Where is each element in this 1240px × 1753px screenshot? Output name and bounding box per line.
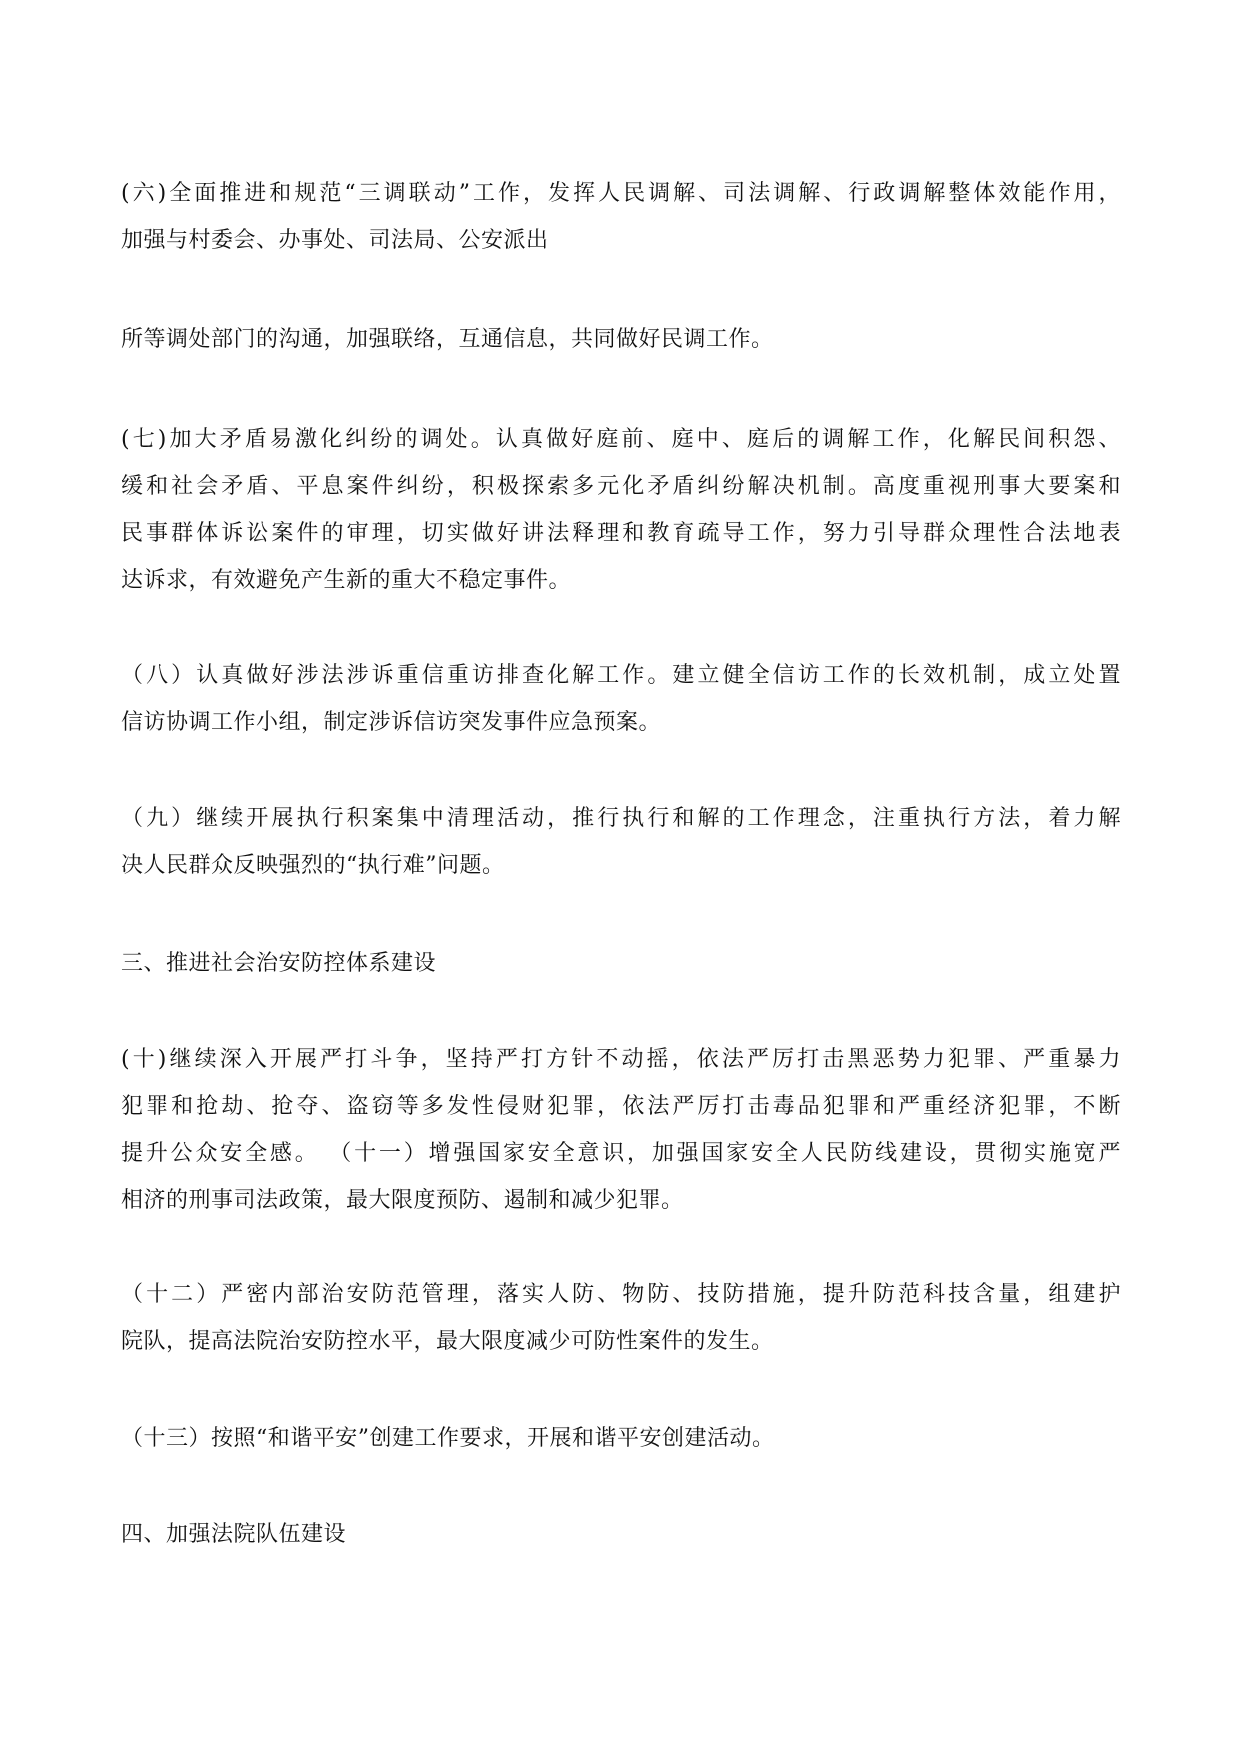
paragraph-line: (十)继续深入开展严打斗争，坚持严打方针不动摇，依法严厉打击黑恶势力犯罪、严重暴力 [121,1047,1121,1072]
paragraph-line: （十二）严密内部治安防范管理，落实人防、物防、技防措施，提升防范科技含量，组建护 [121,1282,1121,1307]
heading-text: 四、加强法院队伍建设 [121,1522,347,1547]
paragraph-line: 加强与村委会、办事处、司法局、公安派出 [121,228,549,253]
paragraph-line: 达诉求，有效避免产生新的重大不稳定事件。 [121,568,572,593]
paragraph-12 [121,1271,1121,1365]
paragraph-line: 信访协调工作小组，制定涉诉信访突发事件应急预案。 [121,710,662,735]
paragraph-line: 民事群体诉讼案件的审理，切实做好讲法释理和教育疏导工作，努力引导群众理性合法地表 [121,521,1121,546]
paragraph-6-continued [121,316,1121,363]
paragraph-line: 院队，提高法院治安防控水平，最大限度减少可防性案件的发生。 [121,1329,774,1354]
paragraph-line: 相济的刑事司法政策，最大限度预防、遏制和减少犯罪。 [121,1188,684,1213]
paragraph-line: 决人民群众反映强烈的“执行难”问题。 [121,853,505,878]
heading-text: 三、推进社会治安防控体系建设 [121,951,437,976]
section-heading-4 [121,1511,1121,1558]
paragraph-line: (六)全面推进和规范“三调联动”工作，发挥人民调解、司法调解、行政调解整体效能作用， [121,181,1121,206]
paragraph-13 [121,1415,1121,1462]
paragraph-line: 所等调处部门的沟通，加强联络，互通信息，共同做好民调工作。 [121,327,774,352]
paragraph-line: （九）继续开展执行积案集中清理活动，推行执行和解的工作理念，注重执行方法，着力解 [121,806,1121,831]
paragraph-9 [121,795,1121,889]
paragraph-line: 缓和社会矛盾、平息案件纠纷，积极探索多元化矛盾纠纷解决机制。高度重视刑事大要案和 [121,474,1121,499]
paragraph-line: （十三）按照“和谐平安”创建工作要求，开展和谐平安创建活动。 [121,1426,775,1451]
paragraph-6 [121,170,1121,264]
paragraph-line: (七)加大矛盾易激化纠纷的调处。认真做好庭前、庭中、庭后的调解工作，化解民间积怨、 [121,427,1121,452]
paragraph-10 [121,1036,1121,1224]
paragraph-line: 提升公众安全感。 （十一）增强国家安全意识，加强国家安全人民防线建设，贯彻实施宽严 [121,1141,1121,1166]
section-heading-3 [121,940,1121,987]
paragraph-line: 犯罪和抢劫、抢夺、盗窃等多发性侵财犯罪，依法严厉打击毒品犯罪和严重经济犯罪，不断 [121,1094,1121,1119]
paragraph-8 [121,652,1121,746]
paragraph-7 [121,416,1121,604]
paragraph-line: （八）认真做好涉法涉诉重信重访排查化解工作。建立健全信访工作的长效机制，成立处置 [121,663,1121,688]
